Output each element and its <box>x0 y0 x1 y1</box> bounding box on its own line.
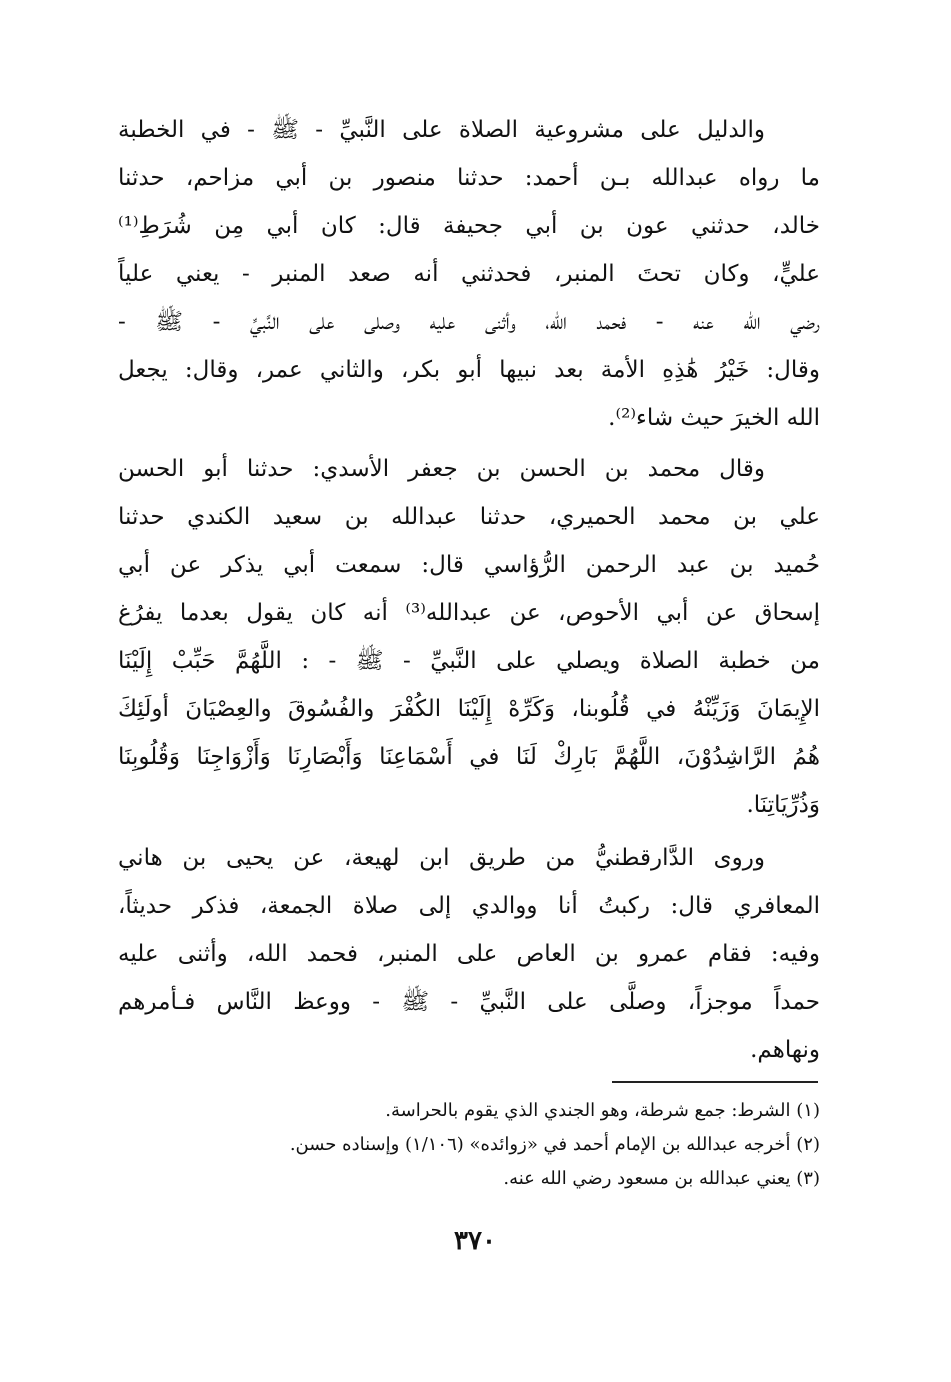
text-line: علي بن محمد الحميري، حدثنا عبدالله بن سعيد الكندي حدثنا <box>118 504 820 530</box>
text-line: هُمُ الرَّاشِدُوْنَ، اللَّهُمَّ بَارِكْ لَنَا في أَسْمَاعِنَا وَأَبْصَارِنَا وَأَزْوَاجِنَا وَقُلُوبِنَا <box>118 744 820 770</box>
text-line: المعافري قال: ركبتُ أنا ووالدي إلى صلاة الجمعة، فذكر حديثاً، <box>118 893 820 919</box>
text-line: وروى الدَّارقطنيُّ من طريق ابن لهيعة، عن يحيى بن هاني <box>118 845 765 871</box>
footnotes <box>200 1094 820 1196</box>
text-line: حُميد بن عبد الرحمن الرُّؤاسي قال: سمعت أبي يذكر عن أبي <box>118 552 820 578</box>
text-line: حمداً موجزاً، وصلَّى على النَّبيِّ - ﷺ - ووعظ النَّاس فـأمرهم <box>118 989 820 1015</box>
text-line: عليٍّ، وكان تحتَ المنبر، فحدثني أنه صعد المنبر - يعني علياً <box>118 261 820 287</box>
text-line: وقال: خَيْرُ هَٰذِهِ الأمة بعد نبيها أبو بكر، والثاني عمر، وقال: يجعل <box>118 357 820 383</box>
text-line: رضي الله عنه - فحمد الله، وأثنى عليه وصلى على النَّبيِّ - ﷺ - <box>118 309 820 335</box>
footnote-2: (٢) أخرجه عبدالله بن الإمام أحمد في «زوائده» (١/١٠٦) وإسناده حسن. <box>289 1134 820 1155</box>
text-line: ونهاهم. <box>750 1037 820 1063</box>
footnote-separator <box>612 1081 818 1083</box>
text-line: الله الخيرَ حيث شاء⁽²⁾. <box>608 405 820 431</box>
paragraph-1 <box>118 106 820 442</box>
text-line: ما رواه عبدالله بـن أحمد: حدثنا منصور بن أبي مزاحم، حدثنا <box>118 165 820 191</box>
text-line: وَذُرِّيَاتِنَا. <box>746 792 820 818</box>
paragraph-2 <box>118 445 820 829</box>
page-number: ٣٧٠ <box>454 1226 496 1256</box>
text-line: خالد، حدثني عون بن أبي جحيفة قال: كان أبي مِن شُرَطِ⁽¹⁾ <box>118 213 820 239</box>
text-line: إسحاق عن أبي الأحوص، عن عبدالله⁽³⁾ أنه كان يقول بعدما يفرُغ <box>118 600 820 626</box>
text-line: وفيه: فقام عمرو بن العاص على المنبر، فحمد الله، وأثنى عليه <box>118 941 820 967</box>
paragraph-3 <box>118 834 820 1074</box>
text-line: وقال محمد بن الحسن بن جعفر الأسدي: حدثنا أبو الحسن <box>118 456 765 482</box>
text-line: من خطبة الصلاة ويصلي على النَّبيِّ - ﷺ - : اللَّهُمَّ حَبِّبْ إِلَيْنَا <box>118 648 820 674</box>
text-line: والدليل على مشروعية الصلاة على النَّبيِّ - ﷺ - في الخطبة <box>118 117 765 143</box>
text-line: الإِيمَانَ وَزَيِّنْهُ في قُلُوبنا، وَكَرِّهْ إِلَيْنَا الكُفْرَ والفُسُوقَ والعِصْيَانَ أولَئِكَ <box>118 696 820 722</box>
footnote-3: (٣) يعني عبدالله بن مسعود رضي الله عنه. <box>503 1168 820 1189</box>
footnote-1: (١) الشرط: جمع شرطة، وهو الجندي الذي يقوم بالحراسة. <box>385 1100 820 1121</box>
